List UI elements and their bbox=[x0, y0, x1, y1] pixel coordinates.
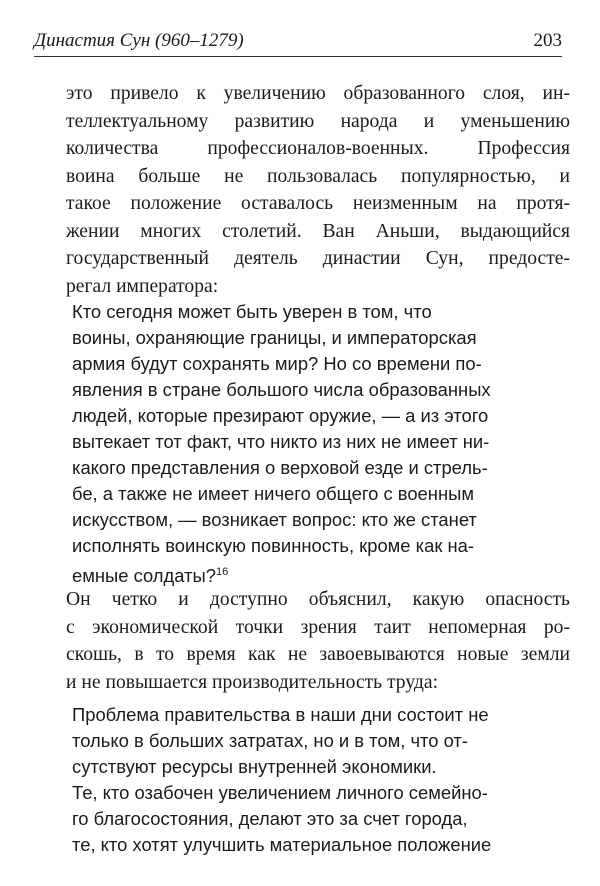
quote-line: сутствуют ресурсы внутренней экономики. bbox=[72, 756, 437, 777]
quote-line bbox=[72, 559, 552, 589]
quote-line: Кто сегодня может быть уверен в том, что bbox=[72, 301, 432, 322]
quote-line: явления в стране большого числа образованных bbox=[72, 379, 491, 400]
quote-line: вытекает тот факт, что никто из них не имеет ни- bbox=[72, 431, 490, 452]
block-quote-1 bbox=[72, 299, 552, 589]
quote-line: армия будут сохранять мир? Но со времени по- bbox=[72, 353, 482, 374]
text-line: это привело к увеличению образованного слоя, ин- bbox=[66, 83, 570, 104]
running-title: Династия Сун (960–1279) bbox=[34, 30, 244, 51]
text-line: и не повышается производительность труда: bbox=[66, 671, 439, 693]
quote-line: исполнять воинскую повинность, кроме как на- bbox=[72, 535, 474, 556]
footnote-marker: 16 bbox=[215, 566, 229, 578]
page-number: 203 bbox=[533, 30, 562, 51]
quote-line: го благосостояния, делают это за счет города, bbox=[72, 808, 468, 829]
text-line: регал императора: bbox=[66, 275, 219, 297]
quote-line: бе, а также не имеет ничего общего с военным bbox=[72, 483, 474, 504]
text-line: скошь, в то время как не завоевываются новые земли bbox=[66, 644, 570, 665]
quote-line: какого представления о верховой езде и стрель- bbox=[72, 457, 488, 478]
quote-line: только в больших затратах, но и в том, что от- bbox=[72, 730, 468, 751]
quote-line: воины, охраняющие границы, и императорская bbox=[72, 327, 477, 348]
quote-line: Проблема правительства в наши дни состоит не bbox=[72, 704, 489, 725]
text-line: с экономической точки зрения таит непомерная ро- bbox=[66, 616, 570, 638]
text-line: количества профессионалов-военных. Профессия bbox=[66, 138, 570, 159]
paragraph-2 bbox=[66, 586, 570, 696]
quote-last-text: емные солдаты? bbox=[72, 565, 216, 587]
paragraph-1 bbox=[66, 80, 570, 300]
text-line: теллектуальному развитию народа и уменьшению bbox=[66, 110, 570, 132]
text-line: государственный деятель династии Сун, предосте- bbox=[66, 248, 570, 269]
running-header bbox=[34, 30, 562, 57]
block-quote-2 bbox=[72, 702, 552, 858]
quote-line: людей, которые презирают оружие, — а из этого bbox=[72, 405, 489, 426]
text-line: такое положение оставалось неизменным на протя- bbox=[66, 193, 570, 214]
quote-line: искусством, — возникает вопрос: кто же станет bbox=[72, 509, 477, 530]
quote-line: Те, кто озабочен увеличением личного семейно- bbox=[72, 782, 488, 803]
text-line: жении многих столетий. Ван Аньши, выдающийся bbox=[66, 220, 570, 242]
text-line: Он четко и доступно объяснил, какую опасность bbox=[66, 589, 570, 610]
text-line: воина больше не пользовалась популярностью, и bbox=[66, 165, 570, 187]
quote-line: те, кто хотят улучшить материальное положение bbox=[72, 834, 492, 855]
